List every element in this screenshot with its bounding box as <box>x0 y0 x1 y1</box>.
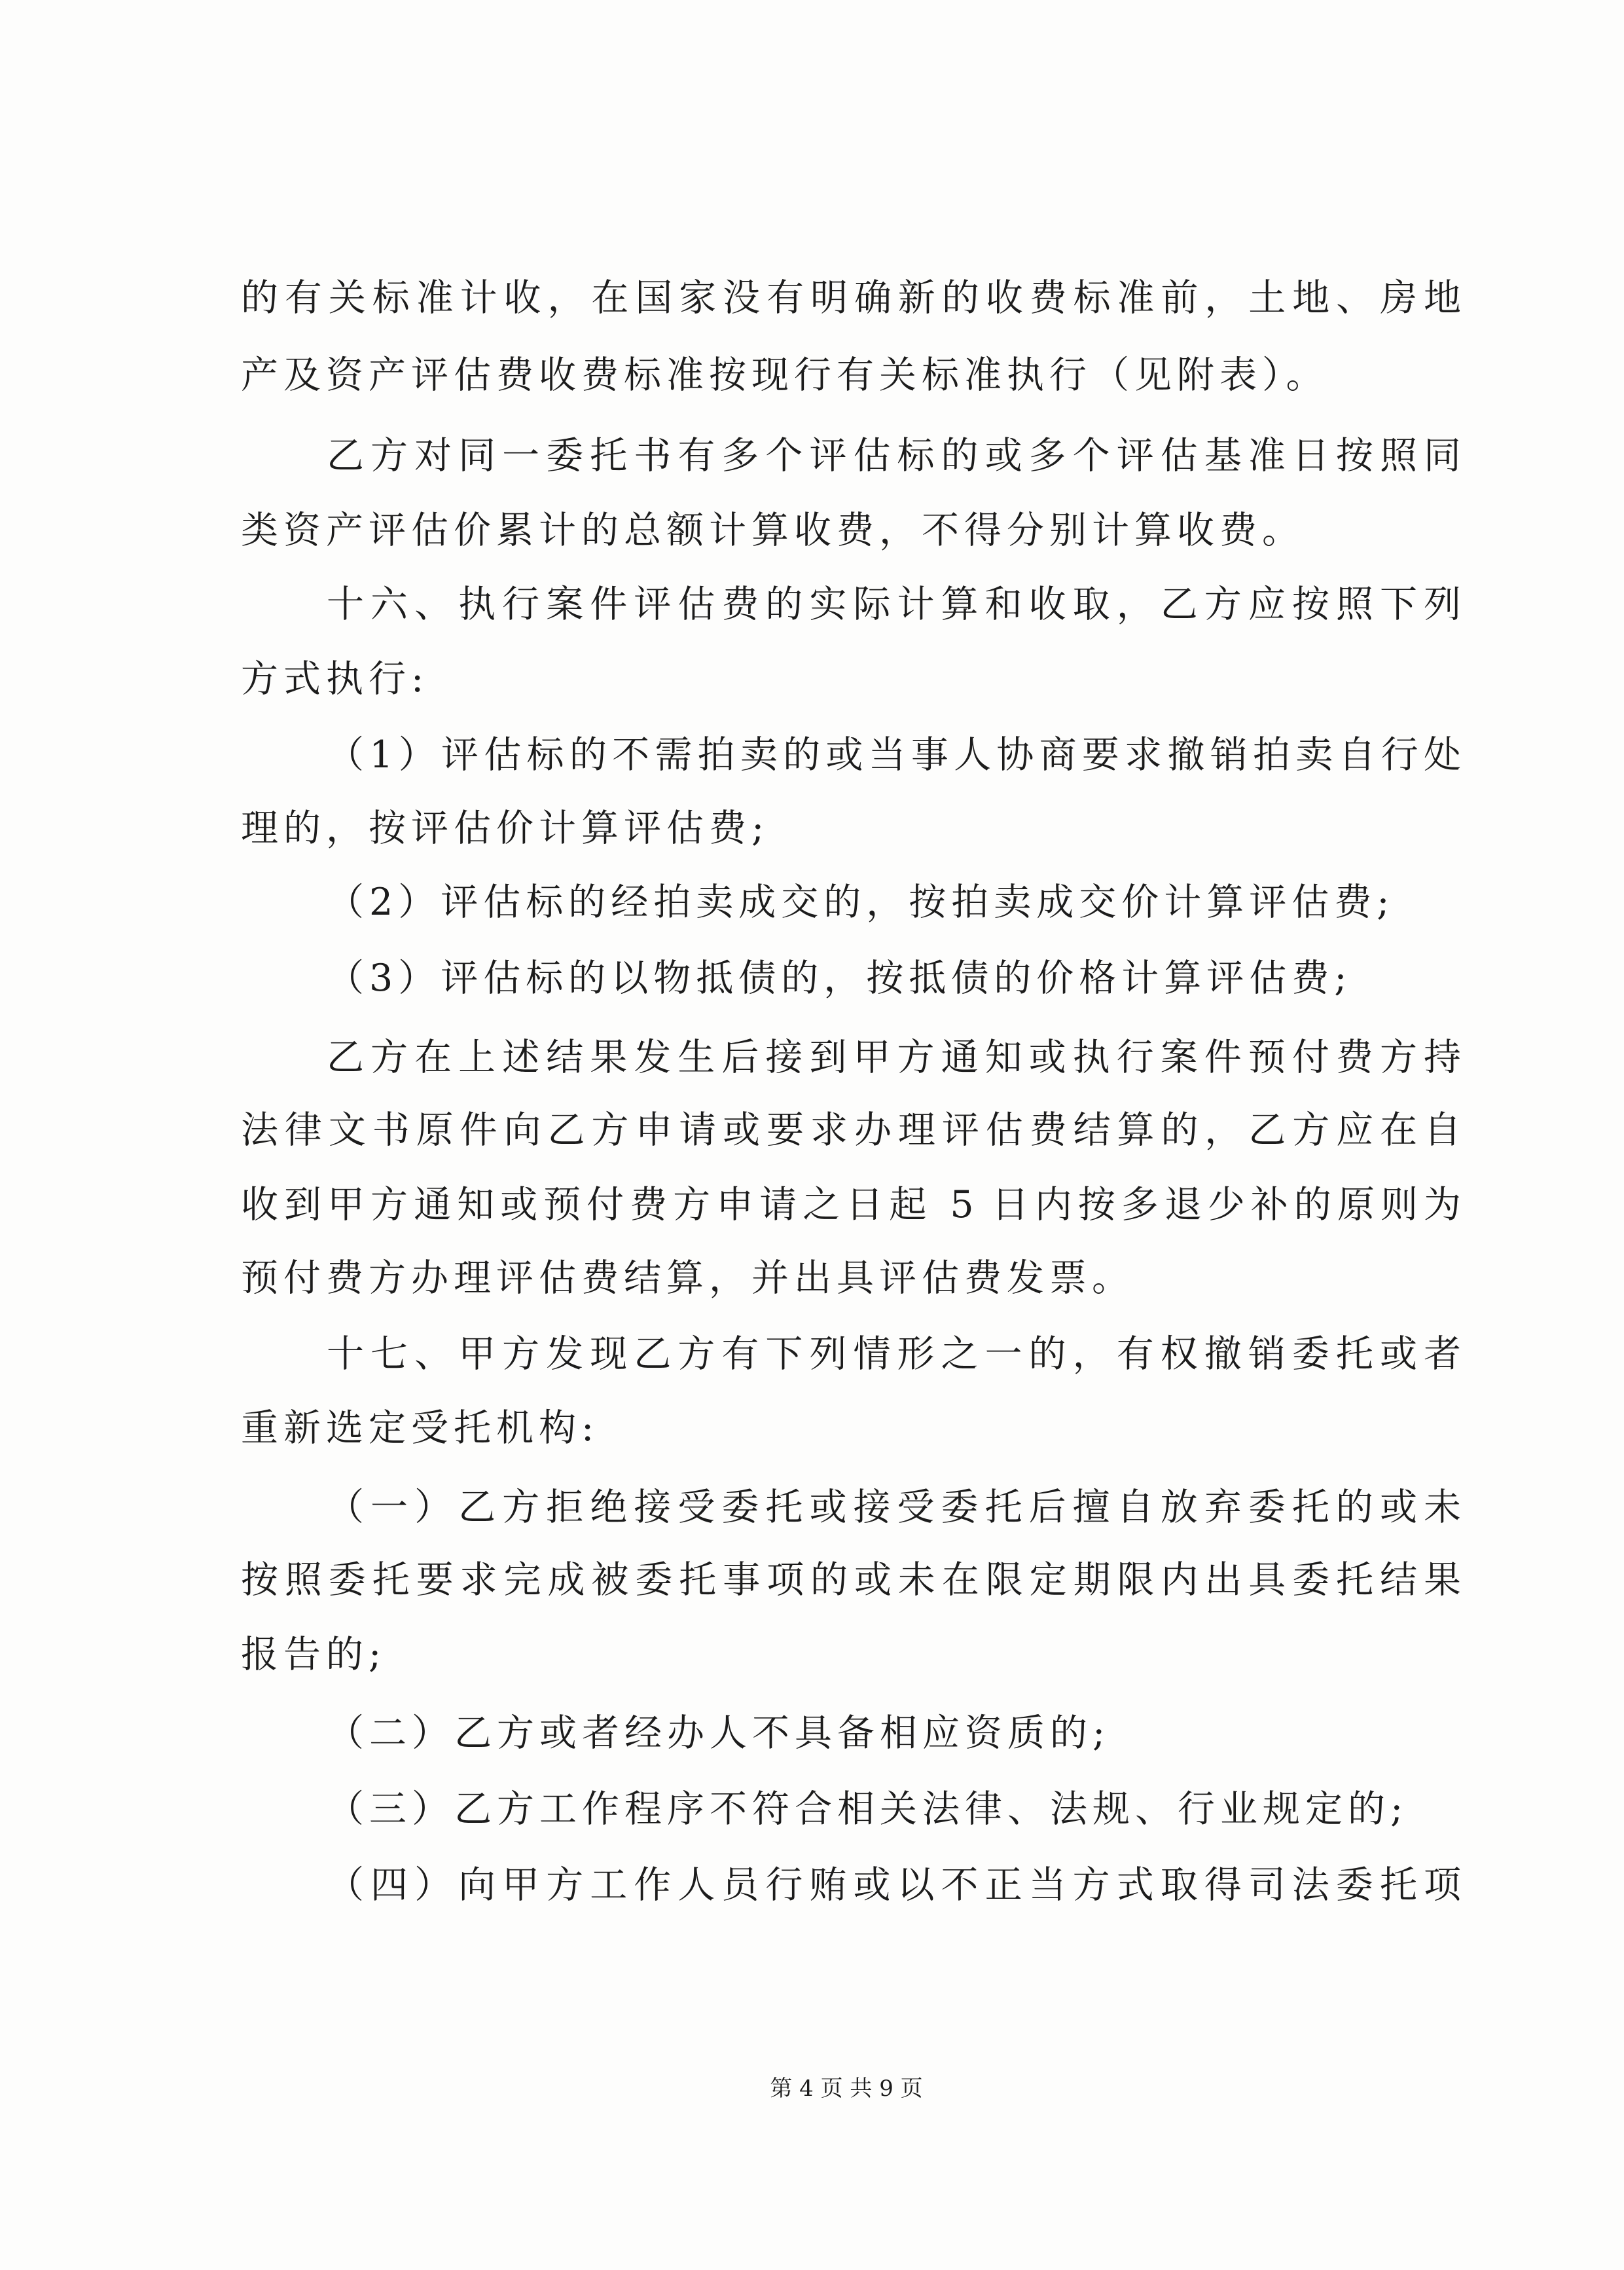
text-line: 按照委托要求完成被委托事项的或未在限定期限内出具委托结果 <box>241 1558 1461 1602</box>
page-footer <box>715 2074 977 2103</box>
text-line: 理的，按评估价计算评估费; <box>241 807 770 850</box>
text-line: 产及资产评估费收费标准按现行有关标准执行（见附表）。 <box>241 354 1329 397</box>
text-line: 十七、甲方发现乙方有下列情形之一的，有权撤销委托或者 <box>327 1332 1461 1376</box>
text-line: 乙方对同一委托书有多个评估标的或多个评估基准日按照同 <box>327 434 1461 477</box>
text-line: 的有关标准计收，在国家没有明确新的收费标准前，土地、房地 <box>241 276 1461 320</box>
text-line: 法律文书原件向乙方申请或要求办理评估费结算的，乙方应在自 <box>241 1108 1461 1152</box>
text-line: 十六、执行案件评估费的实际计算和收取，乙方应按照下列 <box>327 583 1461 626</box>
text-line: （3）评估标的以物抵债的，按抵债的价格计算评估费; <box>327 957 1352 1000</box>
text-line: 重新选定受托机构: <box>241 1406 600 1450</box>
text-line: 收到甲方通知或预付费方申请之日起 5 日内按多退少补的原则为 <box>241 1183 1461 1226</box>
text-line: （四）向甲方工作人员行贿或以不正当方式取得司法委托项 <box>327 1863 1461 1907</box>
text-line: 预付费方办理评估费结算，并出具评估费发票。 <box>241 1256 1134 1300</box>
text-line: 方式执行: <box>241 657 429 701</box>
text-line: 乙方在上述结果发生后接到甲方通知或执行案件预付费方持 <box>327 1036 1461 1079</box>
text-line: （2）评估标的经拍卖成交的，按拍卖成交价计算评估费; <box>327 881 1395 924</box>
text-line: （二）乙方或者经办人不具备相应资质的; <box>327 1712 1111 1755</box>
text-line: 报告的; <box>241 1633 387 1676</box>
text-line: （一）乙方拒绝接受委托或接受委托后擅自放弃委托的或未 <box>327 1486 1461 1529</box>
text-line: （三）乙方工作程序不符合相关法律、法规、行业规定的; <box>327 1787 1409 1831</box>
text-line: 类资产评估价累计的总额计算收费，不得分别计算收费。 <box>241 509 1305 552</box>
text-line: （1）评估标的不需拍卖的或当事人协商要求撤销拍卖自行处 <box>327 733 1461 777</box>
page-number-label: 第 4 页 共 9 页 <box>770 2076 923 2102</box>
